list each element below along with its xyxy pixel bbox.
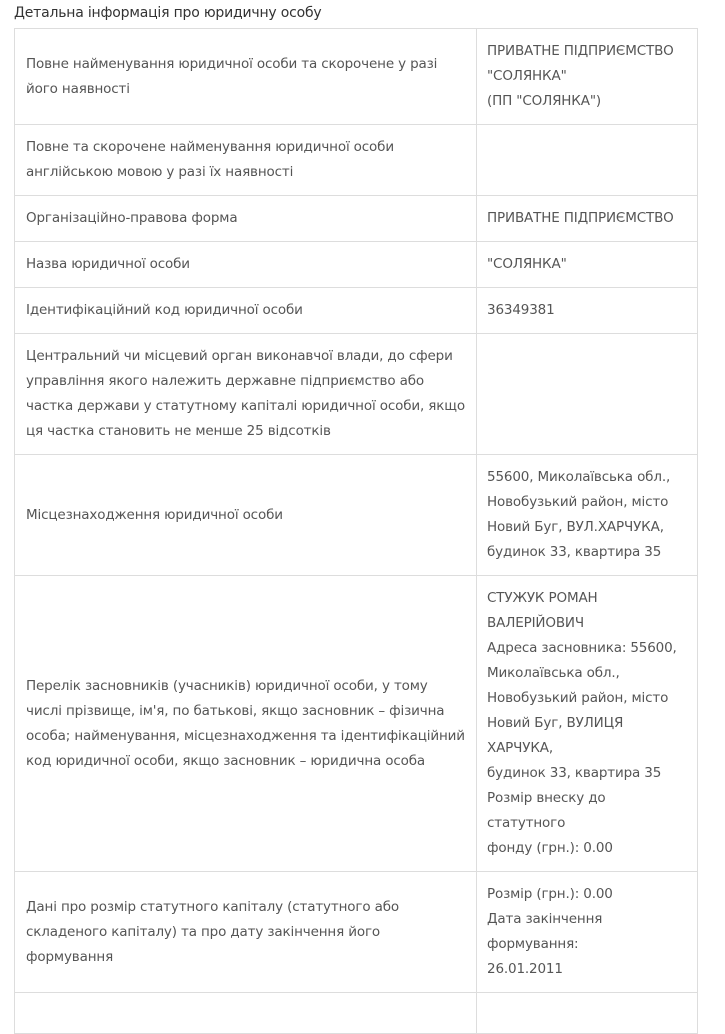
legal-entity-details-table [14,28,698,1034]
field-value [477,288,698,334]
table-row [15,872,698,993]
table-row [15,334,698,455]
field-label: Повне та скорочене найменування юридичної особи англійською мовою у разі їх наявності [15,125,477,196]
table-row [15,196,698,242]
field-value [477,576,698,872]
field-value-line: Розмір внеску до статутного [487,790,606,831]
field-value [477,242,698,288]
field-value-line: Миколаївська обл., [487,665,620,681]
section-heading: Детальна інформація про юридичну особу [14,5,322,21]
field-value-line: будинок 33, квартира 35 [487,765,662,781]
field-value-line: ВАЛЕРІЙОВИЧ [487,615,584,631]
field-value-line: ПРИВАТНЕ ПІДПРИЄМСТВО [487,210,674,226]
field-value-line: Новий Буг, ВУЛИЦЯ ХАРЧУКА, [487,715,624,756]
table-row [15,576,698,872]
field-label: Центральний чи місцевий орган виконавчої влади, до сфери управління якого належить державне підприємство або частка держави у статутному капіталі юридичної особи, якщо ця частка становить не менше 25 відсотків [15,334,477,455]
field-value-line: 36349381 [487,302,555,318]
field-value-line: СТУЖУК РОМАН [487,590,598,606]
field-label: Ідентифікаційний код юридичної особи [15,288,477,334]
field-value [477,334,698,455]
field-value-line: Адреса засновника: 55600, [487,640,677,656]
field-label: Дані про розмір статутного капіталу (статутного або складеного капіталу) та про дату закінчення його формування [15,872,477,993]
field-value-line: "СОЛЯНКА" [487,256,567,272]
field-value [477,455,698,576]
empty-cell [477,993,698,1034]
field-value [477,125,698,196]
field-label: Перелік засновників (учасників) юридичної особи, у тому числі прізвище, ім'я, по батькові, якщо засновник – фізична особа; найменування, місцезнаходження та ідентифікаційний код юридичної особи, якщо засновник – юридична особа [15,576,477,872]
table-row-partial [15,993,698,1034]
field-label: Назва юридичної особи [15,242,477,288]
field-value-line: будинок 33, квартира 35 [487,544,662,560]
field-value-line: ПРИВАТНЕ ПІДПРИЄМСТВО [487,43,674,59]
table-row [15,455,698,576]
table-row [15,29,698,125]
table-row [15,288,698,334]
field-label: Місцезнаходження юридичної особи [15,455,477,576]
field-value-line: Новий Буг, ВУЛ.ХАРЧУКА, [487,519,664,535]
empty-cell [15,993,477,1034]
table-row [15,242,698,288]
field-value [477,872,698,993]
field-value-line: 26.01.2011 [487,961,563,977]
field-label: Повне найменування юридичної особи та скорочене у разі його наявності [15,29,477,125]
field-value-line: "СОЛЯНКА" [487,68,567,84]
field-value [477,29,698,125]
field-label: Організаційно-правова форма [15,196,477,242]
field-value-line: 55600, Миколаївська обл., [487,469,671,485]
field-value-line: Розмір (грн.): 0.00 [487,886,613,902]
field-value-line: Новобузький район, місто [487,690,669,706]
field-value-line: Новобузький район, місто [487,494,669,510]
field-value-line: фонду (грн.): 0.00 [487,840,613,856]
field-value [477,196,698,242]
field-value-line: (ПП "СОЛЯНКА") [487,93,602,109]
table-row [15,125,698,196]
field-value-line: Дата закінчення формування: [487,911,603,952]
